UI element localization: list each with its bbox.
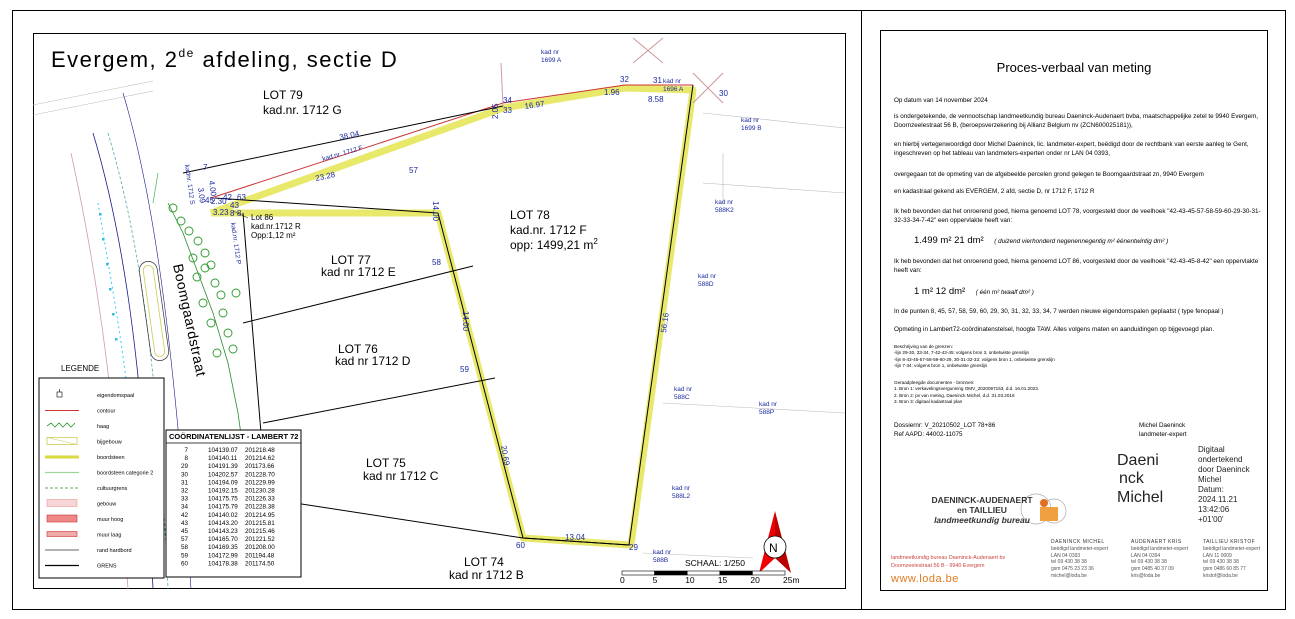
parcel-588d-line1: kad nr [698,273,717,280]
parcel-1712f-strip: kad.nr. 1712 F [321,144,364,163]
partner-daeninck: DAENINCK MICHEL beëdigd landmeter-expert LAN 04 0393 tel 09 430 38 38 gsm 0475 23 23 36 michel@loda.be [1051,539,1108,579]
coordinate-cell: 201174.50 [245,560,275,568]
measurement-report [880,30,1268,591]
measure-13-04: 13.04 [565,533,586,542]
firm-address: landmeetkundig bureau Daeninck-Audenaert bv Doornzeelestraat 56 B - 9940 Evergem [891,555,1006,569]
digital-signature-name: Daeni nck Michel [1117,452,1164,506]
measure-14-00-a: 14.00 [431,201,440,222]
lot-76-name: LOT 76 [338,342,378,356]
coordinate-table [166,430,301,577]
report-signer: Michel Daeninck landmeter-expert [1139,422,1187,438]
legend-item-label: muur hoog [97,517,124,523]
legend-item-label: boordsteen [97,455,125,461]
partner-audenaert: AUDENAERT KRIS beëdigd landmeter-expert LAN 04 0394 tel 09 430 38 38 gsm 0485 40 37 09 kris@loda.be [1131,539,1188,579]
point-33: 33 [503,106,512,115]
parcel-1696a-line2: 1696 A [663,86,684,93]
measure-2-05: 2.05 [491,103,500,119]
report-dossier: Dossiernr: V_20210502_LOT 78+86 Ref AAPD: 44002-11075 [894,422,996,438]
parcel-588c-line2: 588C [674,394,690,401]
measure-14-00-b: 14.00 [461,311,470,332]
lot-78-kad: kad.nr. 1712 F [510,223,587,237]
lot-74-name: LOT 74 [464,555,504,569]
coordinate-cell: 201229.99 [245,479,275,487]
point-32: 32 [620,75,629,84]
coordinate-cell: 104191.39 [208,463,238,471]
coordinate-cell: 201215.46 [245,528,275,535]
coordinate-cell: 104143.23 [208,528,238,535]
parcel-588l2-line1: kad nr [672,485,691,492]
legend-item-label: contour [97,408,116,415]
lot-79-kad: kad.nr. 1712 G [263,103,342,117]
coordinate-cell: 104169.35 [208,544,238,552]
point-59: 59 [460,365,469,374]
coordinate-cell: 201221.52 [245,536,275,544]
coordinate-cell: 201208.00 [245,544,275,552]
parcel-1699b-line2: 1699 B [741,125,762,132]
coordinate-cell: 104192.15 [208,487,238,495]
scale-tick-label: 0 [620,575,625,585]
coordinate-cell: 104140.02 [208,511,238,519]
lot-86-name: Lot 86 [251,213,274,222]
legend [39,364,164,578]
coordinate-cell: 201194.48 [245,552,275,560]
coordinate-cell: 104140.11 [208,455,238,463]
parcel-588p-line2: 588P [759,409,775,416]
report-system: Opmeting in Lambert72-coördinatenstelsel, hoogte TAW. Alles volgens maten en aanduidingen op bijgevoegd plan. [894,326,1215,333]
coordinate-cell: 60 [180,560,188,568]
coordinate-cell: 30 [180,471,188,479]
point-8-a: 8 [230,209,235,218]
parcel-1699a-line2: 1699 A [541,57,562,64]
map-title: Evergem, 2de afdeling, sectie D [51,46,399,72]
measure-8-58: 8.58 [648,95,664,104]
measure-23-28: 23.28 [314,169,337,183]
coordinate-cell: 31 [180,479,188,487]
lot-78-area: opp: 1499,21 $m^2$ [510,237,598,252]
lot-86-area: Opp:1,12 m² [251,231,296,240]
lot-78-name: LOT 78 [510,208,550,222]
parcel-588l2-line2: 588L2 [672,493,691,500]
parcel-588b-line1: kad nr [653,549,672,556]
coordinate-cell: 42 [180,511,188,519]
coordinate-cell: 104194.09 [208,479,238,487]
coordinate-cell: 43 [180,519,188,527]
measure-20-69: 20.69 [499,444,512,467]
point-63: 63 [237,193,246,202]
measure-56-16: 56.16 [659,312,671,334]
point-60: 60 [516,541,525,550]
point-7: 7 [203,163,208,172]
parcel-588c-line1: kad nr [674,386,693,393]
coordinate-cell: 201214.95 [245,511,275,519]
report-title: Proces-verbaal van meting [996,60,1152,75]
coordinate-cell: 29 [180,463,188,471]
point-42: 42 [223,193,232,202]
coordinate-cell: 104178.38 [208,560,238,568]
legend-item-label: GRENS [97,563,117,570]
coordinate-cell: 57 [180,536,188,544]
parcel-588k2-line1: kad nr [715,199,734,206]
coordinate-cell: 34 [180,503,188,511]
point-30: 30 [719,89,728,98]
coordinate-cell: 45 [180,528,188,535]
lot-77-kad: kad nr 1712 E [321,265,396,279]
point-45: 45 [205,196,214,205]
parcel-1712s: kadnr. 1712 S [183,164,196,206]
coordinate-cell: 104139.07 [208,447,238,454]
lot-74-kad: kad nr 1712 B [449,568,524,582]
coordinate-cell: 201214.62 [245,455,275,463]
parcel-1699b-line1: kad nr [741,117,760,124]
coordinate-cell: 58 [180,544,188,552]
coordinate-cell: 201173.66 [245,463,275,471]
north-label: N [769,541,778,555]
legend-item-label: cultuurgrens [97,486,128,492]
measure-2-30: 2.30 [211,197,227,206]
coordinate-cell: 104172.99 [208,552,238,560]
parcel-588b-line2: 588B [653,557,669,564]
lot-79-name: LOT 79 [263,88,303,102]
coordinate-cell: 104165.70 [208,536,238,544]
coordinate-cell: 104175.79 [208,503,238,511]
svg-text:kad nr588K2 [715,199,734,214]
coordinate-cell: 104175.75 [208,495,238,503]
parcel-588p-line1: kad nr [759,401,778,408]
coordinate-cell: 201230.28 [245,487,275,495]
report-lot-86: Ik heb bevonden dat het onroerend goed, hierna genoemd LOT 86, voorgesteld door de veelhoek "42-43-45-8-42" een oppervlakte heeft van: [894,258,1259,274]
scale-segment [655,571,688,575]
coordinate-cell: 201228.70 [245,471,275,479]
measure-3-09: 3.09 [196,187,208,204]
firm-name: DAENINCK-AUDENAERT en TAILLIEU landmeetkundig bureau [931,495,1033,526]
point-34: 34 [503,96,512,105]
scale-tick-label: 5 [652,575,658,585]
legend-item-label: muur laag [97,532,122,539]
legend-item-label: bijgebouw [97,439,122,446]
report-markers: In de punten 8, 45, 57, 58, 59, 60, 29, 30, 31, 32, 33, 34, 7 werden nieuwe eigendomspalen geplaatst ( type fenopaal ) [894,308,1224,315]
point-58: 58 [432,258,441,267]
firm-website: www.loda.be [891,573,959,585]
partner-taillieu: TAILLIEU KRISTOF beëdigd landmeter-expert LAN 11 0009 tel 09 430 38 38 gsm 0486 60 85 77 kristof@loda.be [1203,539,1260,579]
report-area-lot-78: 1.499 m² 21 dm² ( duizend vierhonderd negenennegentig m² éénentwintig dm² ) [914,235,1169,246]
point-8-b: 8 [237,209,242,218]
parcel-1696a-line1: kad nr [663,78,682,85]
parcel-588k2-line2: 588K2 [715,207,734,214]
lot-76-kad: kad nr 1712 D [335,354,411,368]
sheet-divider [861,10,862,610]
lot-77-name: LOT 77 [331,253,371,267]
report-area-lot-86: 1 m² 12 dm² ( één m² twaalf dm² ) [914,286,1034,297]
report-documents: Geraadpleegde documenten - bronnen: 1. Bron 1: verkavelingsvergunning OMV_2020097153, d.d. 16.01.2023. 2. Bron 2: pv van meting, Daeninck Michel, d.d. 31.03.2016 3. Bron 3: digitaal kadastraal plan [894,380,1040,405]
legend-item-label: eigendomspaal [97,393,135,399]
point-31: 31 [653,76,662,85]
report-lot-78: Ik heb bevonden dat het onroerend goed, hierna genoemd LOT 78, voorgesteld door de veelhoek "42-43-45-57-58-59-60-29-30-31-32-33-34-7-42" een oppervlakte heeft van: [894,208,1261,224]
measure-38-04: 38.04 [338,128,361,142]
legend-item-label: haag [97,424,110,430]
survey-map [33,33,846,589]
scale-tick-label: 15 [717,575,728,585]
coordinate-cell: 201218.48 [245,447,275,454]
report-date: Op datum van 14 november 2024 [894,97,988,104]
parcel-1699a-line1: kad nr [541,49,560,56]
lot-75-name: LOT 75 [366,456,406,470]
coordinate-cell: 201215.81 [245,519,275,527]
point-43: 43 [230,201,239,210]
report-company: is ondergetekende, de vennootschap landmeetkundig bureau Daeninck-Audenaert bvba, maatschappelijke zetel te 9940 Evergem, Doornzeelestraat 56 B, (beroepsverzekering bij Allianz Belgium nv (ZCN600025181)), [894,113,1259,129]
coordinate-cell: 201226.33 [245,495,275,503]
coordinate-cell: 201228.38 [245,503,275,511]
report-cadastral: en kadastraal gekend als EVERGEM, 2 afd, sectie D, nr 1712 F, 1712 R [894,188,1095,195]
report-location: overgegaan tot de opmeting van de afgebeelde percelen grond gelegen te Boomgaardstraat zn, 9940 Evergem [894,171,1204,178]
coordinate-cell: 7 [184,447,188,454]
legend-item-label: rand hardbord [97,548,132,554]
measure-3-23: 3.23 [213,208,229,217]
parcel-588d-line2: 588D [698,281,714,288]
svg-text:kad nr1696 A [663,78,684,93]
svg-text:kad nr588L2 [672,485,691,500]
coordinate-table-title: COÖRDINATENLIJST - LAMBERT 72 [169,432,299,441]
coordinate-cell: 59 [180,552,188,560]
scale-label: SCHAAL: 1/250 [685,558,746,568]
svg-text:kad nr1699 A [541,49,562,64]
point-29: 29 [629,543,638,552]
report-limits: Beschrijving van de grenzen: -lijn 29-30, 33-34, 7-42-43-45: volgens bron 3, onbetwiste grenslijn -lijn 8-43-45-57-58-59-60-29, 30-31-32-33: volgens bron 1, onbetwiste grenslijn -lijn 7-34: volgens bron 1, onbetwiste grenslijn [894,344,1055,369]
scale-tick-label: 10 [685,575,695,585]
legend-title: LEGENDE [61,364,100,373]
scale-tick-label: 20 [750,575,760,585]
lot-75-kad: kad nr 1712 C [363,469,439,483]
digital-signature-details: Digitaal ondertekend door Daeninck Michel Datum: 2024.11.21 13:42:06 +01'00' [1198,445,1250,524]
point-57: 57 [409,166,418,175]
report-representative: en hierbij vertegenwoordigd door Michel Daeninck, lic. landmeter-expert, beëdigd door de rechtbank van eerste aanleg te Gent, ingeschreven op het tableau van landmeters-experten onder nr LAN 04 0393, [894,141,1249,157]
coordinate-cell: 33 [180,495,188,503]
measure-4-00: 4.00 [207,180,219,197]
street-name: Boomgaardstraat [170,262,210,379]
coordinate-cell: 8 [184,455,188,463]
coordinate-cell: 104202.57 [208,471,238,479]
legend-item-label: gebouw [97,501,117,508]
measure-16-97: 16.97 [524,99,546,111]
scale-tick-label: 25m [783,575,800,585]
parcel-1712p: kad.nr. 1712 P [229,222,242,265]
scale-segment [622,571,655,575]
lot-86-kad: kad.nr.1712 R [251,222,301,231]
legend-item-label: boordsteen categorie 2 [97,470,154,477]
coordinate-cell: 32 [180,487,188,495]
measure-1-96: 1.96 [604,88,620,97]
svg-text:kad nr1699 B [741,117,762,132]
coordinate-cell: 104143.20 [208,519,238,527]
